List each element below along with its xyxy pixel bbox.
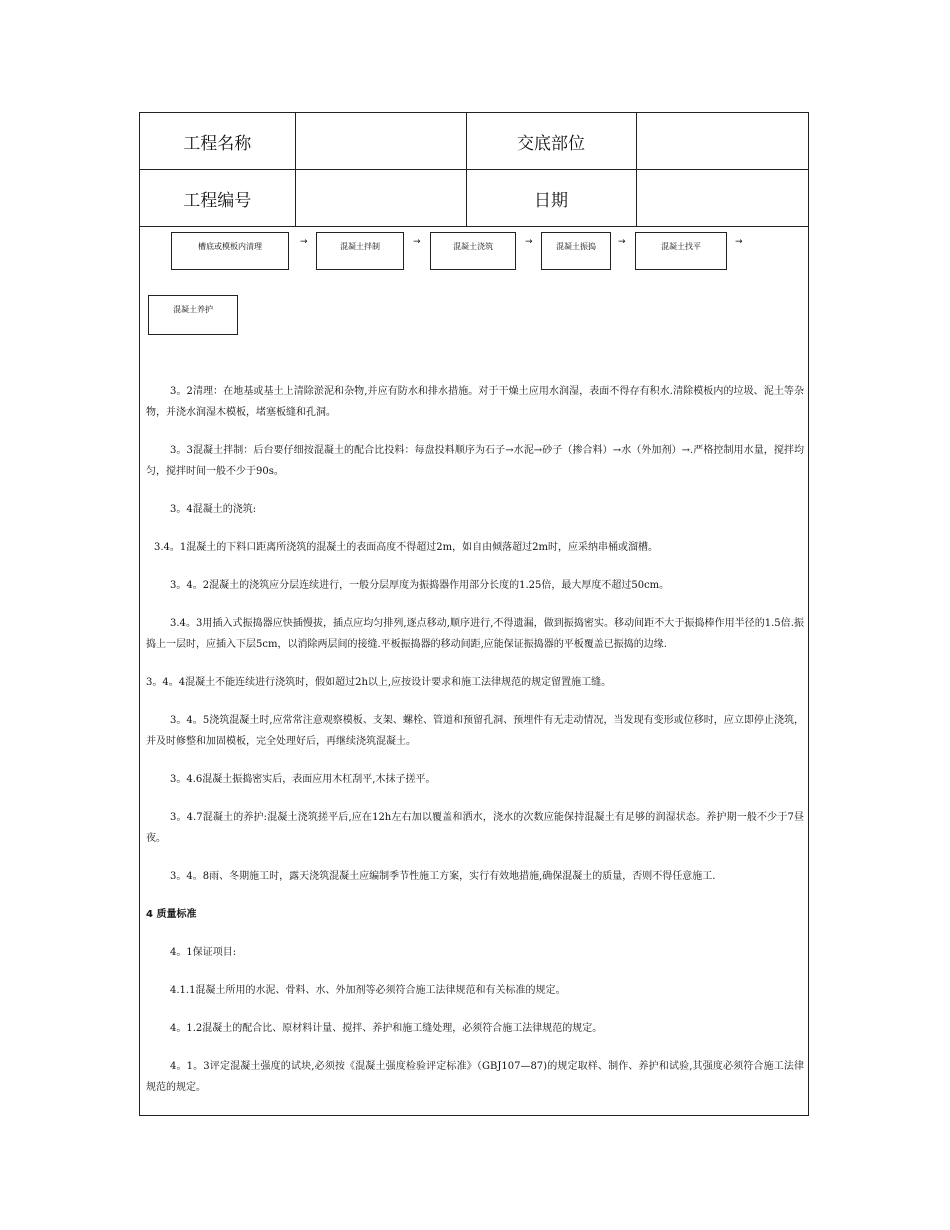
paragraph: 4.1.1混凝土所用的水泥、骨料、水、外加剂等必须符合施工法律规范和有关标准的规定。 — [170, 985, 566, 996]
paragraph: 3。4。2混凝土的浇筑应分层连续进行，一般分层厚度为振捣器作用部分长度的1.25倍，最大厚度不超过50cm。 — [170, 580, 670, 591]
location-value — [636, 113, 808, 170]
paragraph: 3.4。1混凝土的下料口距离所浇筑的混凝土的表面高度不得超过2m，如自由倾落超过2m时，应采纳串桶或溜槽。 — [154, 542, 658, 553]
header-table — [140, 113, 808, 227]
flow-chart — [140, 229, 808, 339]
paragraph: 3。2清理：在地基或基土上清除淤泥和杂物,并应有防水和排水措施。对于干燥土应用水润湿，表面不得存有积水.清除模板内的垃圾、泥土等杂物，并浇水润湿木模板，堵塞板缝和孔洞。 — [146, 386, 804, 418]
flow-step-pour: 混凝土浇筑 — [430, 232, 516, 270]
flow-step-level: 混凝土找平 — [635, 232, 727, 270]
paragraph: 3.4。3用插入式振捣器应快插慢拔，插点应均匀排列,逐点移动,顺序进行,不得遗漏，做到振捣密实。移动间距不大于振捣棒作用半径的1.5倍.振捣上一层时，应插入下层5cm，以消除两层间的接缝.平板振捣器的移动间距,应能保证振捣器的平板覆盖已振捣的边缘. — [146, 618, 804, 650]
project-name-value — [295, 113, 466, 170]
project-no-value — [295, 170, 466, 227]
paragraph: 3。4。5浇筑混凝土时,应常常注意观察模板、支架、螺栓、管道和预留孔洞、预埋件有无走动情况，当发现有变形或位移时，应立即停止浇筑，并及时修整和加固模板，完全处理好后，再继续浇筑混凝土。 — [146, 715, 804, 747]
flow-arrow: → — [618, 237, 626, 247]
flow-step-clean: 槽底或模板内清理 — [171, 232, 289, 270]
flow-arrow: → — [735, 237, 743, 247]
flow-step-mix: 混凝土拌制 — [316, 232, 404, 270]
paragraph: 3。4.6混凝土振捣密实后，表面应用木杠刮平,木抹子搓平。 — [170, 774, 436, 785]
flow-step-vibrate: 混凝土振捣 — [541, 232, 611, 270]
paragraph: 3。4混凝土的浇筑: — [170, 504, 257, 515]
paragraph: 3。3混凝土拌制：后台要仔细按混凝土的配合比投料：每盘投料顺序为石子→水泥→砂子（掺合料）→水（外加剂）→.严格控制用水量，搅拌均匀，搅拌时间一般不少于90s。 — [146, 445, 804, 477]
document-frame — [139, 112, 809, 1116]
paragraph: 4。1。3评定混凝土强度的试块,必须按《混凝土强度检验评定标准》（GBJ107—87)的规定取样、制作、养护和试验,其强度必须符合施工法律规范的规定。 — [146, 1061, 804, 1093]
section-heading: 4 质量标准 — [146, 909, 197, 920]
flow-step-cure: 混凝土养护 — [148, 295, 238, 335]
paragraph: 4。1.2混凝土的配合比、原材料计量、搅拌、养护和施工缝处理，必须符合施工法律规范的规定。 — [170, 1023, 603, 1034]
flow-arrow: → — [525, 237, 533, 247]
paragraph: 3。4。8雨、冬期施工时，露天浇筑混凝土应编制季节性施工方案，实行有效地措施,确保混凝土的质量，否则不得任意施工. — [170, 871, 716, 882]
project-no-label: 工程编号 — [140, 170, 295, 227]
paragraph: 3。4。4混凝土不能连续进行浇筑时，假如超过2h以上,应按设计要求和施工法律规范的规定留置施工缝。 — [146, 677, 612, 688]
date-value — [636, 170, 808, 227]
location-label: 交底部位 — [466, 113, 636, 170]
flow-arrow: → — [413, 237, 421, 247]
flow-arrow: → — [300, 237, 308, 247]
paragraph: 3。4.7混凝土的养护:混凝土浇筑搓平后,应在12h左右加以覆盖和洒水，浇水的次数应能保持混凝土有足够的润湿状态。养护期一般不少于7昼夜。 — [146, 812, 804, 844]
paragraph: 4。1保证项目: — [170, 947, 237, 958]
date-label: 日期 — [466, 170, 636, 227]
body-text — [146, 381, 804, 1115]
project-name-label: 工程名称 — [140, 113, 295, 170]
